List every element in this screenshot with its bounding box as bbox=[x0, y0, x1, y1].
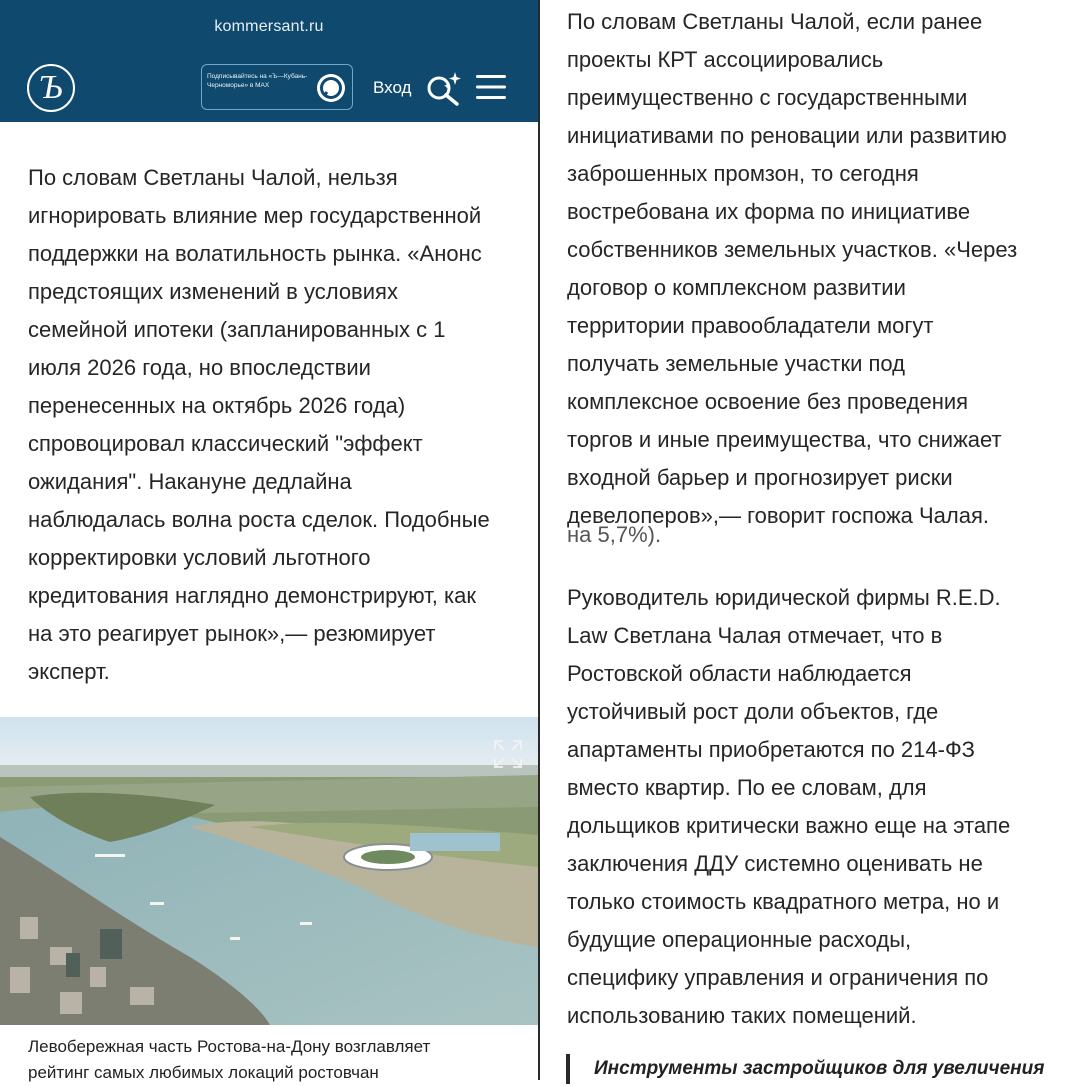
paragraph-line: специфику управления и ограничения по bbox=[567, 965, 989, 990]
site-header bbox=[0, 0, 538, 122]
paragraph-line: преимущественно с государственными bbox=[567, 85, 968, 110]
paragraph-line: предстоящих изменений в условиях bbox=[28, 279, 398, 304]
paragraph-line: собственников земельных участков. «Через bbox=[567, 237, 1018, 262]
paragraph-line: торгов и иные преимущества, что снижает bbox=[567, 427, 1002, 452]
paragraph-line: на это реагирует рынок»,— резюмирует bbox=[28, 621, 436, 646]
subheading-bar bbox=[566, 1054, 570, 1084]
paragraph-line: дольщиков критически важно еще на этапе bbox=[567, 813, 1011, 838]
left-screenshot bbox=[0, 0, 540, 1080]
paragraph-line: апартаменты приобретаются по 214-ФЗ bbox=[567, 737, 975, 762]
paragraph-line: территории правообладатели могут bbox=[567, 313, 934, 338]
paragraph-line: устойчивый рост доли объектов, где bbox=[567, 699, 939, 724]
paragraph-line: проекты КРТ ассоциировались bbox=[567, 47, 884, 72]
kommersant-logo[interactable]: Ъ bbox=[27, 64, 75, 112]
paragraph-line: По словам Светланы Чалой, нельзя bbox=[28, 165, 398, 190]
caption-line: Левобережная часть Ростова-на-Дону возглавляет bbox=[28, 1037, 431, 1056]
max-messenger-icon bbox=[317, 74, 345, 102]
paragraph-line: эксперт. bbox=[28, 659, 110, 684]
paragraph-line: вместо квартир. По ее словам, для bbox=[567, 775, 927, 800]
caption-line: рейтинг самых любимых локаций ростовчан bbox=[28, 1063, 379, 1082]
paragraph-line: девелоперов»,— говорит госпожа Чалая. bbox=[567, 503, 990, 528]
cutoff-fragment: на 5,7%). bbox=[567, 522, 662, 547]
paragraph-line: востребована их форма по инициативе bbox=[567, 199, 971, 224]
browser-domain: kommersant.ru bbox=[214, 18, 324, 35]
paragraph-line: только стоимость квадратного метра, но и bbox=[567, 889, 1000, 914]
paragraph-line: Law Светлана Чалая отмечает, что в bbox=[567, 623, 943, 648]
paragraph-line: договор о комплексном развитии bbox=[567, 275, 906, 300]
paragraph-line: Руководитель юридической фирмы R.E.D. bbox=[567, 585, 1001, 610]
paragraph-line: инициативами по реновации или развитию bbox=[567, 123, 1007, 148]
paragraph-line: Ростовской области наблюдается bbox=[567, 661, 912, 686]
paragraph-line: получать земельные участки под bbox=[567, 351, 905, 376]
paragraph-line: игнорировать влияние мер государственной bbox=[28, 203, 482, 228]
hamburger-menu-icon[interactable] bbox=[474, 72, 508, 102]
paragraph-line: наблюдалась волна роста сделок. Подобные bbox=[28, 507, 490, 532]
paragraph-line: спровоцировал классический "эффект bbox=[28, 431, 423, 456]
paragraph-line: использованию таких помещений. bbox=[567, 1003, 917, 1028]
paragraph-line: будущие операционные расходы, bbox=[567, 927, 912, 952]
paragraph-line: кредитования наглядно демонстрируют, как bbox=[28, 583, 476, 608]
fullscreen-icon[interactable] bbox=[493, 739, 523, 769]
paragraph-line: По словам Светланы Чалой, если ранее bbox=[567, 9, 983, 34]
max-subscribe-banner[interactable] bbox=[201, 64, 353, 110]
section-subheading: Инструменты застройщиков для увеличения bbox=[594, 1058, 1045, 1079]
article-paragraph bbox=[28, 159, 490, 691]
ai-search-icon[interactable] bbox=[424, 70, 464, 106]
article-paragraph-krt bbox=[567, 3, 1017, 535]
paragraph-line: семейной ипотеки (запланированных с 1 bbox=[28, 317, 446, 342]
paragraph-line: поддержки на волатильность рынка. «Анонс bbox=[28, 241, 482, 266]
paragraph-line: перенесенных на октябрь 2026 года) bbox=[28, 393, 406, 418]
paragraph-line: комплексное освоение без проведения bbox=[567, 389, 969, 414]
login-link[interactable]: Вход bbox=[373, 78, 412, 97]
paragraph-line: ожидания". Накануне дедлайна bbox=[28, 469, 352, 494]
paragraph-line: заключения ДДУ системно оценивать не bbox=[567, 851, 983, 876]
photo-caption bbox=[28, 1034, 430, 1086]
paragraph-line: входной барьер и прогнозирует риски bbox=[567, 465, 953, 490]
paragraph-line: заброшенных промзон, то сегодня bbox=[567, 161, 919, 186]
article-photo[interactable] bbox=[0, 717, 538, 1025]
promo-text: Подписывайтесь на «Ъ—Кубань-Черноморье» в MAX bbox=[207, 73, 308, 89]
paragraph-line: корректировки условий льготного bbox=[28, 545, 371, 570]
paragraph-line: июля 2026 года, но впоследствии bbox=[28, 355, 371, 380]
article-paragraph-apartments bbox=[567, 579, 1010, 1035]
